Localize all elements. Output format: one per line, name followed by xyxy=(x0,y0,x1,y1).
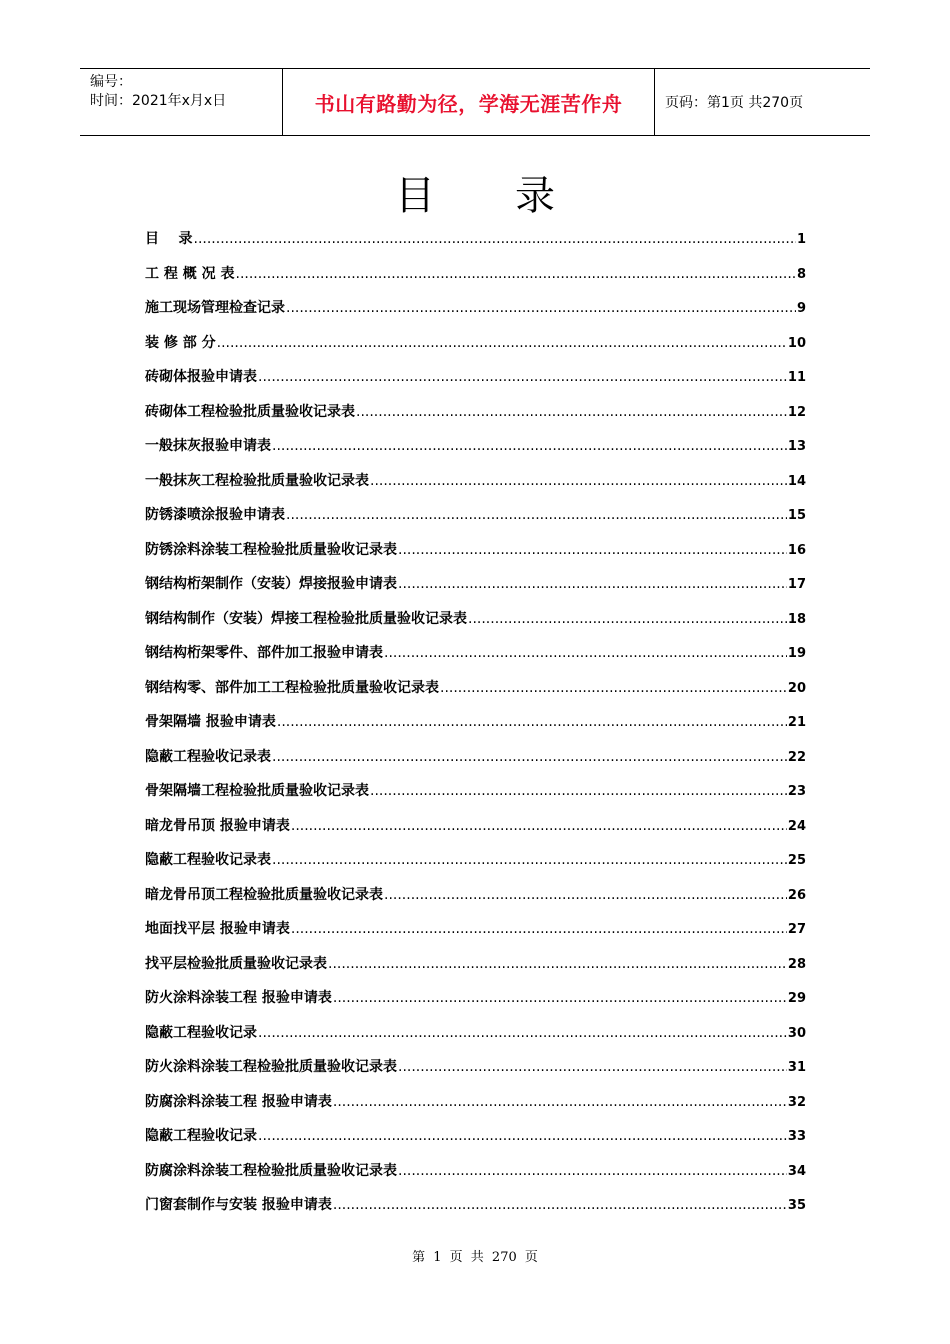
document-header xyxy=(80,68,870,136)
toc-dot-leader xyxy=(258,1124,787,1148)
toc-entry-page: 35 xyxy=(787,1198,806,1213)
toc-entry-page: 21 xyxy=(787,715,806,730)
toc-entry-page: 22 xyxy=(787,749,806,765)
toc-dot-leader xyxy=(194,227,796,251)
toc-entry-label: 钢结构零、部件加工工程检验批质量验收记录表 xyxy=(145,679,439,696)
toc-entry-page: 13 xyxy=(787,439,806,454)
toc-dot-leader xyxy=(398,572,787,596)
toc-entry[interactable] xyxy=(145,745,806,780)
toc-entry-page: 31 xyxy=(787,1060,806,1075)
toc-dot-leader xyxy=(384,883,787,907)
toc-entry-label: 隐蔽工程验收记录表 xyxy=(145,748,271,765)
toc-dot-leader xyxy=(277,710,787,734)
toc-entry[interactable] xyxy=(145,952,806,987)
toc-entry-page: 8 xyxy=(796,266,806,282)
toc-entry-label: 钢结构桁架制作（安装）焊接报验申请表 xyxy=(145,576,397,592)
toc-entry[interactable] xyxy=(145,1090,806,1125)
toc-dot-leader xyxy=(356,400,787,424)
toc-entry-label: 防火涂料涂装工程检验批质量验收记录表 xyxy=(145,1059,397,1075)
toc-entry-page: 11 xyxy=(787,370,806,385)
toc-entry[interactable] xyxy=(145,917,806,952)
toc-entry[interactable] xyxy=(145,331,806,366)
toc-entry[interactable] xyxy=(145,538,806,573)
toc-entry[interactable] xyxy=(145,572,806,607)
toc-entry-label: 防腐涂料涂装工程 报验申请表 xyxy=(145,1093,332,1110)
toc-entry-label: 施工现场管理检查记录 xyxy=(145,300,285,316)
toc-entry[interactable] xyxy=(145,814,806,849)
toc-entry[interactable] xyxy=(145,469,806,504)
toc-entry-page: 28 xyxy=(787,956,806,972)
toc-entry-label: 装 修 部 分 xyxy=(145,334,216,351)
toc-entry-page: 29 xyxy=(787,991,806,1006)
toc-entry[interactable] xyxy=(145,710,806,745)
toc-dot-leader xyxy=(468,607,787,631)
toc-dot-leader xyxy=(398,1055,787,1079)
toc-entry-label: 砖砌体工程检验批质量验收记录表 xyxy=(145,403,355,420)
toc-entry-label: 骨架隔墙工程检验批质量验收记录表 xyxy=(145,783,369,799)
toc-entry-page: 14 xyxy=(787,473,806,489)
header-page-info: 页码：第1页 共270页 xyxy=(665,95,804,111)
toc-entry-label: 工 程 概 况 表 xyxy=(145,265,235,282)
toc-entry[interactable] xyxy=(145,676,806,711)
toc-entry[interactable] xyxy=(145,365,806,400)
toc-entry-label: 防腐涂料涂装工程检验批质量验收记录表 xyxy=(145,1162,397,1179)
toc-entry[interactable] xyxy=(145,1159,806,1194)
toc-entry-page: 32 xyxy=(787,1094,806,1110)
toc-dot-leader xyxy=(333,1090,787,1114)
toc-entry-label: 隐蔽工程验收记录表 xyxy=(145,852,271,868)
toc-entry-page: 25 xyxy=(787,853,806,868)
toc-entry-label: 目 录 xyxy=(145,231,193,247)
toc-entry[interactable] xyxy=(145,262,806,297)
toc-entry-label: 暗龙骨吊顶工程检验批质量验收记录表 xyxy=(145,886,383,903)
toc-entry-label: 骨架隔墙 报验申请表 xyxy=(145,714,276,730)
toc-dot-leader xyxy=(272,745,787,769)
toc-entry-label: 一般抹灰工程检验批质量验收记录表 xyxy=(145,472,369,489)
toc-entry-label: 隐蔽工程验收记录 xyxy=(145,1128,257,1144)
toc-dot-leader xyxy=(370,469,787,493)
toc-entry[interactable] xyxy=(145,848,806,883)
toc-entry-page: 33 xyxy=(787,1129,806,1144)
toc-entry-page: 15 xyxy=(787,508,806,523)
toc-entry[interactable] xyxy=(145,296,806,331)
toc-entry[interactable] xyxy=(145,434,806,469)
toc-entry[interactable] xyxy=(145,227,806,262)
toc-entry[interactable] xyxy=(145,1193,806,1228)
toc-entry-label: 门窗套制作与安装 报验申请表 xyxy=(145,1197,332,1213)
toc-dot-leader xyxy=(272,848,787,872)
toc-entry-label: 隐蔽工程验收记录 xyxy=(145,1024,257,1041)
toc-dot-leader xyxy=(333,1193,787,1217)
toc-dot-leader xyxy=(258,1021,787,1045)
toc-dot-leader xyxy=(236,262,796,286)
toc-entry-label: 砖砌体报验申请表 xyxy=(145,369,257,385)
toc-entry-page: 30 xyxy=(787,1025,806,1041)
toc-dot-leader xyxy=(440,676,787,700)
toc-dot-leader xyxy=(398,538,787,562)
toc-dot-leader xyxy=(258,365,787,389)
toc-entry-page: 26 xyxy=(787,887,806,903)
toc-entry-page: 19 xyxy=(787,646,806,661)
document-number-label: 编号： xyxy=(90,74,132,90)
toc-entry-page: 27 xyxy=(787,922,806,937)
document-date: 时间：2021年x月x日 xyxy=(90,93,227,109)
toc-dot-leader xyxy=(328,952,787,976)
toc-dot-leader xyxy=(272,434,787,458)
toc-dot-leader xyxy=(398,1159,787,1183)
toc-entry-page: 18 xyxy=(787,611,806,627)
toc-entry-page: 1 xyxy=(796,232,806,247)
page-footer: 第 1 页 共 270 页 xyxy=(412,1250,538,1265)
toc-entry[interactable] xyxy=(145,1124,806,1159)
toc-entry-label: 钢结构桁架零件、部件加工报验申请表 xyxy=(145,645,383,661)
toc-entry[interactable] xyxy=(145,1021,806,1056)
toc-entry-label: 防锈漆喷涂报验申请表 xyxy=(145,507,285,523)
toc-entry-label: 地面找平层 报验申请表 xyxy=(145,921,290,937)
header-left-cell xyxy=(80,69,282,135)
toc-dot-leader xyxy=(384,641,787,665)
toc-entry[interactable] xyxy=(145,1055,806,1090)
toc-entry-label: 一般抹灰报验申请表 xyxy=(145,438,271,454)
toc-entry-label: 暗龙骨吊顶 报验申请表 xyxy=(145,817,290,834)
toc-entry-label: 钢结构制作（安装）焊接工程检验批质量验收记录表 xyxy=(145,610,467,627)
toc-entry[interactable] xyxy=(145,400,806,435)
toc-dot-leader xyxy=(291,814,787,838)
toc-entry-label: 找平层检验批质量验收记录表 xyxy=(145,955,327,972)
toc-entry-label: 防火涂料涂装工程 报验申请表 xyxy=(145,990,332,1006)
page-title: 目录 xyxy=(395,173,635,219)
toc-entry-page: 34 xyxy=(787,1163,806,1179)
toc-entry[interactable] xyxy=(145,607,806,642)
toc-entry[interactable] xyxy=(145,641,806,676)
toc-dot-leader xyxy=(291,917,787,941)
toc-entry[interactable] xyxy=(145,883,806,918)
toc-entry-page: 9 xyxy=(796,301,806,316)
toc-entry-page: 20 xyxy=(787,680,806,696)
header-motto: 书山有路勤为径，学海无涯苦作舟 xyxy=(282,69,655,135)
toc-entry-label: 防锈涂料涂装工程检验批质量验收记录表 xyxy=(145,541,397,558)
toc-entry[interactable] xyxy=(145,503,806,538)
toc-dot-leader xyxy=(217,331,787,355)
toc-entry-page: 10 xyxy=(787,335,806,351)
toc-dot-leader xyxy=(286,503,787,527)
toc-dot-leader xyxy=(286,296,796,320)
toc-entry[interactable] xyxy=(145,986,806,1021)
table-of-contents xyxy=(145,227,806,1228)
toc-entry-page: 23 xyxy=(787,784,806,799)
toc-entry[interactable] xyxy=(145,779,806,814)
toc-entry-page: 12 xyxy=(787,404,806,420)
toc-dot-leader xyxy=(370,779,787,803)
toc-entry-page: 17 xyxy=(787,577,806,592)
toc-dot-leader xyxy=(333,986,787,1010)
toc-entry-page: 16 xyxy=(787,542,806,558)
toc-entry-page: 24 xyxy=(787,818,806,834)
